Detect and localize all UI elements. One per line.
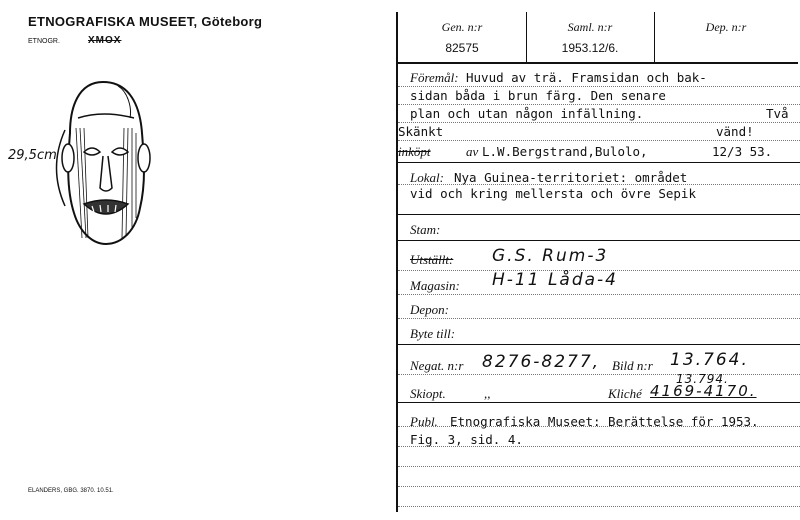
bild-label: Bild n:r bbox=[612, 358, 653, 373]
donation-date: 12/3 53. bbox=[712, 144, 773, 159]
saml-label: Saml. n:r bbox=[567, 20, 613, 34]
magasin-label: Magasin: bbox=[410, 278, 460, 293]
lokal-line-2: vid och kring mellersta och övre Sepik bbox=[410, 186, 696, 201]
skiopt-value: ,, bbox=[484, 386, 491, 401]
negat-value: 8276-8277, bbox=[482, 352, 601, 372]
gen-value: 82575 bbox=[445, 41, 479, 55]
lokal-section bbox=[398, 166, 800, 215]
negat-label: Negat. n:r bbox=[410, 358, 464, 373]
saml-cell bbox=[526, 12, 655, 62]
foremal-line-2: sidan båda i brun färg. Den senare bbox=[410, 88, 666, 103]
etnogr-code: XMOX bbox=[88, 35, 122, 46]
lokal-label: Lokal: bbox=[410, 170, 444, 185]
publ-label: Publ. bbox=[410, 414, 438, 429]
number-header-row bbox=[398, 12, 798, 64]
utstallt-value: G.S. Rum-3 bbox=[492, 246, 609, 266]
publ-line-1: Etnografiska Museet: Berättelse för 1953. bbox=[450, 414, 759, 429]
inkopt-label: inköpt bbox=[398, 144, 431, 159]
kliche-value: 4169-4170. bbox=[650, 382, 757, 400]
dep-cell bbox=[654, 12, 798, 62]
gen-label: Gen. n:r bbox=[441, 20, 483, 34]
foremal-section bbox=[398, 64, 800, 163]
saml-value: 1953.12/6. bbox=[561, 41, 619, 55]
skankt-label: Skänkt bbox=[398, 124, 444, 139]
foremal-extra-2: vänd! bbox=[716, 124, 754, 139]
height-label: 29,5cm bbox=[8, 148, 57, 163]
av-label: av bbox=[466, 144, 479, 159]
stam-label: Stam: bbox=[410, 222, 441, 237]
gen-cell bbox=[398, 12, 527, 62]
magasin-value: H-11 Låda-4 bbox=[492, 270, 619, 290]
lokal-line-1: Nya Guinea-territoriet: området bbox=[454, 170, 688, 185]
wooden-mask-drawing-icon bbox=[48, 78, 158, 248]
foremal-line-3: plan och utan någon infällning. bbox=[410, 106, 644, 121]
negat-section bbox=[398, 348, 800, 403]
bild-value: 13.764. bbox=[670, 350, 749, 370]
publ-section bbox=[398, 406, 800, 510]
utstallt-label: Utställt: bbox=[410, 252, 454, 267]
bild-extra: 13.794. bbox=[676, 372, 729, 386]
museum-title: ETNOGRAFISKA MUSEET, Göteborg bbox=[28, 14, 263, 29]
printer-note: ELANDERS, GBG. 3870. 10.51. bbox=[28, 488, 114, 494]
dep-label: Dep. n:r bbox=[705, 20, 747, 34]
publ-line-2: Fig. 3, sid. 4. bbox=[410, 432, 523, 447]
foremal-label: Föremål: bbox=[410, 70, 459, 85]
foremal-line-1: Huvud av trä. Framsidan och bak- bbox=[466, 70, 707, 85]
stam-section bbox=[398, 216, 800, 241]
foremal-extra-1: Två bbox=[766, 106, 789, 121]
byte-label: Byte till: bbox=[410, 326, 456, 341]
skiopt-label: Skiopt. bbox=[410, 386, 446, 401]
location-section bbox=[398, 244, 800, 345]
depon-label: Depon: bbox=[410, 302, 449, 317]
kliche-label: Kliché bbox=[608, 386, 642, 401]
donor-name: L.W.Bergstrand,Bulolo, bbox=[482, 144, 648, 159]
etnogr-label: ETNOGR. bbox=[28, 38, 60, 45]
